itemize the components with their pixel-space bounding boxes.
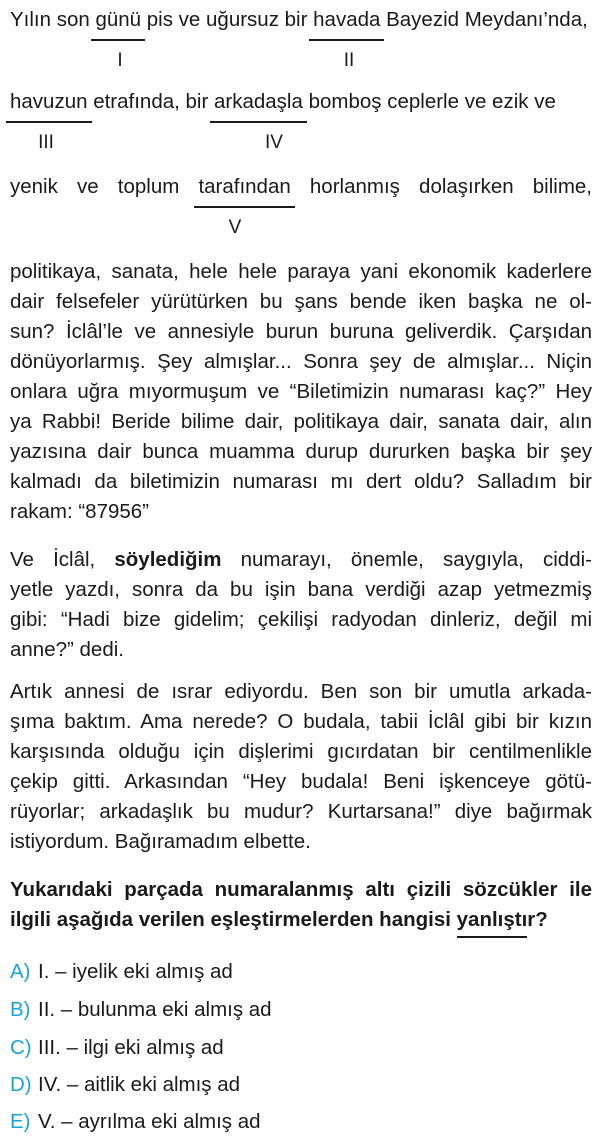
option-text: II. – bulunma eki almış ad [38, 998, 272, 1021]
text: ? [535, 908, 548, 931]
text: yenik ve toplum [10, 175, 199, 198]
para2-line: yetle yazdı, sonra da bu işin bana verdiği azap yetmezmiş [10, 578, 592, 601]
text: Yılın son [10, 8, 96, 31]
option-d[interactable] [10, 1073, 240, 1097]
bold-word: söylediğim [114, 548, 222, 571]
mark-I: I [117, 50, 123, 71]
underlined-yanlistir: yanlıştır [456, 908, 536, 931]
para1-line: politikaya, sanata, hele hele paraya yani ekonomik kaderlere [10, 260, 592, 283]
para1-line: sun? İclâl’le ve annesiyle burun buruna geliverdik. Çarşıdan [10, 320, 592, 343]
underlined-word-2: havada [313, 8, 381, 31]
para2-line: gibi: “Hadi bize gidelim; çekilişi radyodan dinleriz, değil mi [10, 608, 592, 631]
question-line-1: Yukarıdaki parçada numaralanmış altı çizili sözcükler ile [10, 878, 592, 901]
para1-line: yazısına dair bunca muamma durup dururken başka bir şey [10, 440, 592, 463]
option-a[interactable] [10, 960, 233, 984]
para3-line: çekip gitti. Arkasından “Hey budala! Beni işkenceye götü- [10, 770, 592, 793]
para1-line: kalmadı da biletimizin numarası mı dert oldu? Salladım bir [10, 470, 592, 493]
text: etrafında, bir [87, 90, 214, 113]
mark-V: V [228, 217, 242, 238]
text: horlanmış dolaşırken bilime, [290, 175, 592, 198]
text: bomboş ceplerle ve ezik ve [302, 90, 556, 113]
mark-III: III [38, 132, 54, 153]
text: numarayı, önemle, saygıyla, ciddi- [221, 548, 592, 571]
para3-line: şıma baktım. Ama nerede? O budala, tabii İclâl gibi bir kızın [10, 710, 592, 733]
para2-line: anne?” dedi. [10, 638, 124, 661]
sentence-line-1 [10, 8, 592, 32]
option-text: IV. – aitlik eki almış ad [38, 1073, 241, 1096]
sentence-line-3 [10, 175, 592, 199]
option-letter: A) [10, 960, 31, 983]
para1-line: rakam: “87956” [10, 500, 150, 523]
para1-line: ya Rabbi! Beride bilime dair, politikaya dair, sanata dair, alın [10, 410, 592, 433]
sentence-line-2 [10, 90, 592, 114]
para3-line: Artık annesi de ısrar ediyordu. Ben son bir umutla arkada- [10, 680, 592, 703]
text: Bayezid Meydanı’nda, [380, 8, 588, 31]
para1-line: dair felsefeler yürütürken bu şans bende iken başka ne ol- [10, 290, 592, 313]
option-letter: D) [10, 1073, 32, 1096]
para1-line: dönüyorlarmış. Şey almışlar... Sonra şey de almışlar... Niçin [10, 350, 592, 373]
para3-line: rüyorlar; arkadaşlık bu mudur? Kurtarsana!” diye bağırmak [10, 800, 592, 823]
text: ilgili aşağıda verilen eşleştirmelerden hangisi [10, 908, 457, 931]
option-text: I. – iyelik eki almış ad [38, 960, 233, 983]
option-e[interactable] [10, 1110, 261, 1134]
underlined-word-5: tarafından [198, 175, 291, 198]
underlined-word-1: günü [95, 8, 142, 31]
text: Ve İclâl, [10, 548, 115, 571]
para1-line: onlara uğra mıyormuşum ve “Biletimizin numarası kaç?” Hey [10, 380, 592, 403]
mark-II: II [343, 50, 355, 71]
para3-line: istiyordum. Bağıramadım elbette. [10, 830, 311, 853]
option-letter: C) [10, 1036, 32, 1059]
para2-line [10, 548, 592, 572]
mark-IV: IV [265, 132, 283, 153]
option-c[interactable] [10, 1036, 224, 1060]
option-letter: E) [10, 1110, 31, 1133]
question-line-2 [10, 908, 592, 932]
option-letter: B) [10, 998, 31, 1021]
underlined-word-4: arkadaşla [214, 90, 303, 113]
text: pis ve uğursuz bir [141, 8, 314, 31]
option-b[interactable] [10, 998, 272, 1022]
option-text: V. – ayrılma eki almış ad [38, 1110, 261, 1133]
underlined-word-3: havuzun [10, 90, 88, 113]
para3-line: karşısında olduğu için dişlerimi gıcırdatan bir centilmenlikle [10, 740, 592, 763]
option-text: III. – ilgi eki almış ad [38, 1036, 224, 1059]
